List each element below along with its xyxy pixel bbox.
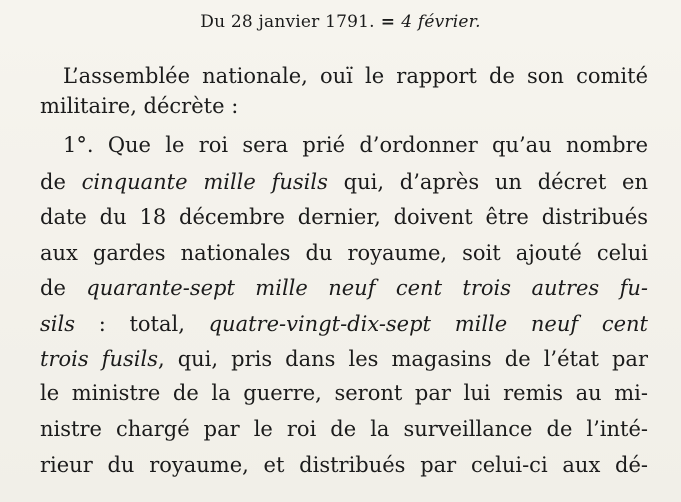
text-segment: de (40, 170, 82, 194)
text-segment: : total, (75, 312, 209, 336)
text-segment: nistre chargé par le roi de la surveillance de l’inté- (40, 417, 648, 441)
text-line (40, 415, 648, 443)
text-line (40, 345, 648, 373)
text-line (63, 62, 648, 90)
text-segment: militaire, décrète : (40, 94, 239, 118)
text-segment: de (40, 276, 87, 300)
heading-separator: = (380, 12, 396, 32)
italic-text: sils (40, 312, 75, 336)
page-heading (0, 12, 681, 32)
heading-date-right: 4 février. (401, 12, 481, 32)
text-line (40, 451, 648, 479)
text-line (40, 379, 648, 407)
text-segment: qui, d’après un décret en (327, 170, 648, 194)
italic-text: quarante-sept mille neuf cent trois autres fu- (86, 276, 648, 300)
text-segment: 1°. Que le roi sera prié d’ordonner qu’au nombre (63, 133, 648, 157)
text-segment: rieur du royaume, et distribués par celui-ci aux dé- (40, 453, 648, 477)
text-line (63, 131, 648, 159)
text-line (40, 203, 648, 231)
heading-date-left: Du 28 janvier 1791. (200, 12, 375, 32)
text-line (40, 239, 648, 267)
italic-text: trois fusils (40, 347, 158, 371)
text-segment: , qui, pris dans les magasins de l’état par (157, 347, 648, 371)
text-line (40, 168, 648, 196)
text-line (40, 92, 648, 120)
italic-text: quatre-vingt-dix-sept mille neuf cent (208, 312, 648, 336)
text-line (40, 310, 648, 338)
text-line (40, 274, 648, 302)
italic-text: cinquante mille fusils (81, 170, 328, 194)
text-segment: date du 18 décembre dernier, doivent être distribués (40, 205, 648, 229)
text-segment: L’assemblée nationale, ouï le rapport de son comité (63, 64, 648, 88)
text-segment: aux gardes nationales du royaume, soit ajouté celui (40, 241, 648, 265)
text-segment: le ministre de la guerre, seront par lui remis au mi- (40, 381, 648, 405)
